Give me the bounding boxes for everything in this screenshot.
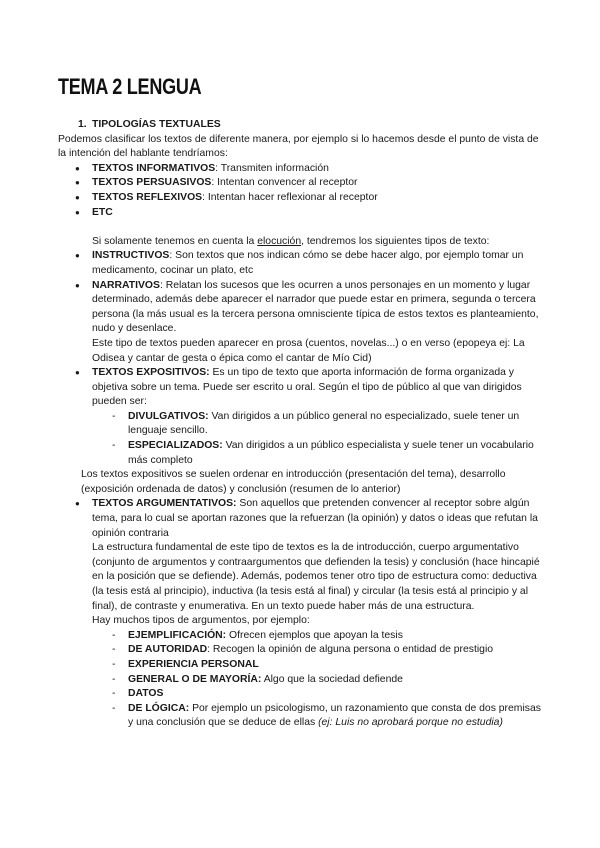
argument-types-list [58,629,548,731]
page-title: TEMA 2 LENGUA [58,74,202,99]
elocucion-paragraph: Si solamente tenemos en cuenta la elocución, tendremos los siguientes tipos de texto: [92,235,490,247]
sub-list-item: - DIVULGATIVOS: Van dirigidos a un público general no especializado, suele tener un lenguaje sencillo. [58,410,548,439]
list-item-narrativos: ● NARRATIVOS: Relatan los sucesos que les ocurren a unos personajes en un momento y lugar determinado, además debe aparecer el narrador que puede estar en primera, segunda o tercera persona (la más usual es la tercera persona omnisciente típica de estos textos es planteamiento, nudo y desenlace. [58,279,548,337]
sub-list-item: - ESPECIALIZADOS: Van dirigidos a un público especialista y suele tener un vocabulario más completo [58,439,548,468]
expositivos-subtypes [58,410,548,468]
sub-list-item: - DATOS [58,687,548,702]
document-body [58,118,548,731]
intent-types-list [58,162,548,220]
sub-list-item: - GENERAL O DE MAYORÍA: Algo que la sociedad defiende [58,673,548,688]
list-item-argumentativos: ● TEXTOS ARGUMENTATIVOS: Son aquellos que pretenden convencer al receptor sobre algún tema, para lo cual se aportan razones que la refuerzan (la opinión) y datos o ideas que refutan la opinión contraria [58,497,548,541]
list-item: ● TEXTOS REFLEXIVOS: Intentan hacer reflexionar al receptor [58,191,548,206]
sub-list-item: - DE LÓGICA: Por ejemplo un psicologismo, un razonamiento que consta de dos premisas y una conclusión que se deduce de ellas (ej: Luis no aprobará porque no estudia) [58,702,548,731]
example-text: (ej: Luis no aprobará porque no estudia) [318,717,503,729]
sub-list-item: - DE AUTORIDAD: Recogen la opinión de alguna persona o entidad de prestigio [58,643,548,658]
sub-list-item: - EJEMPLIFICACIÓN: Ofrecen ejemplos que apoyan la tesis [58,629,548,644]
intro-paragraph: Podemos clasificar los textos de diferente manera, por ejemplo si lo hacemos desde el punto de vista de la intención del hablante tendríamos: [58,133,539,160]
list-item: ● TEXTOS INFORMATIVOS: Transmiten información [58,162,548,177]
sub-list-item: - EXPERIENCIA PERSONAL [58,658,548,673]
argumentativos-args-intro: Hay muchos tipos de argumentos, por ejemplo: [92,615,310,627]
argumentativos-structure: La estructura fundamental de este tipo de textos es la de introducción, cuerpo argumentativo (conjunto de argumentos y contraargumentos que defienden la tesis) y conclusión (hace hincapié en la posición que se defiende). Además, podemos tener otro tipo de estructura como: deductiva (la tesis está al principio), inductiva (la tesis está al final) y circular (la tesis está al principio y al final), de contraste y enumerativa. En un texto puede haber más de una estructura. [92,542,540,612]
elocucion-term: elocución [257,235,302,247]
section-heading: 1. TIPOLOGÍAS TEXTUALES [78,119,221,130]
list-item: ● TEXTOS PERSUASIVOS: Intentan convencer al receptor [58,176,548,191]
expositivos-structure: Los textos expositivos se suelen ordenar en introducción (presentación del tema), desarrollo (exposición ordenada de datos) y conclusión (resumen de lo anterior) [81,469,506,495]
list-item: ● ETC [58,206,548,221]
list-item-expositivos: ● TEXTOS EXPOSITIVOS: Es un tipo de texto que aporta información de forma organizada y objetiva sobre un tema. Puede ser escrito u oral. Según el tipo de público al que van dirigidos pueden ser: [58,366,548,410]
list-item-instructivos: ● INSTRUCTIVOS: Son textos que nos indican cómo se debe hacer algo, por ejemplo tomar un medicamento, cocinar un plato, etc [58,249,548,278]
text-types-list [58,249,548,337]
narrativos-extra: Este tipo de textos pueden aparecer en prosa (cuentos, novelas...) o en verso (epopeya ej: La Odisea y cantar de gesta o épica como el cantar de Mío Cid) [92,337,525,364]
